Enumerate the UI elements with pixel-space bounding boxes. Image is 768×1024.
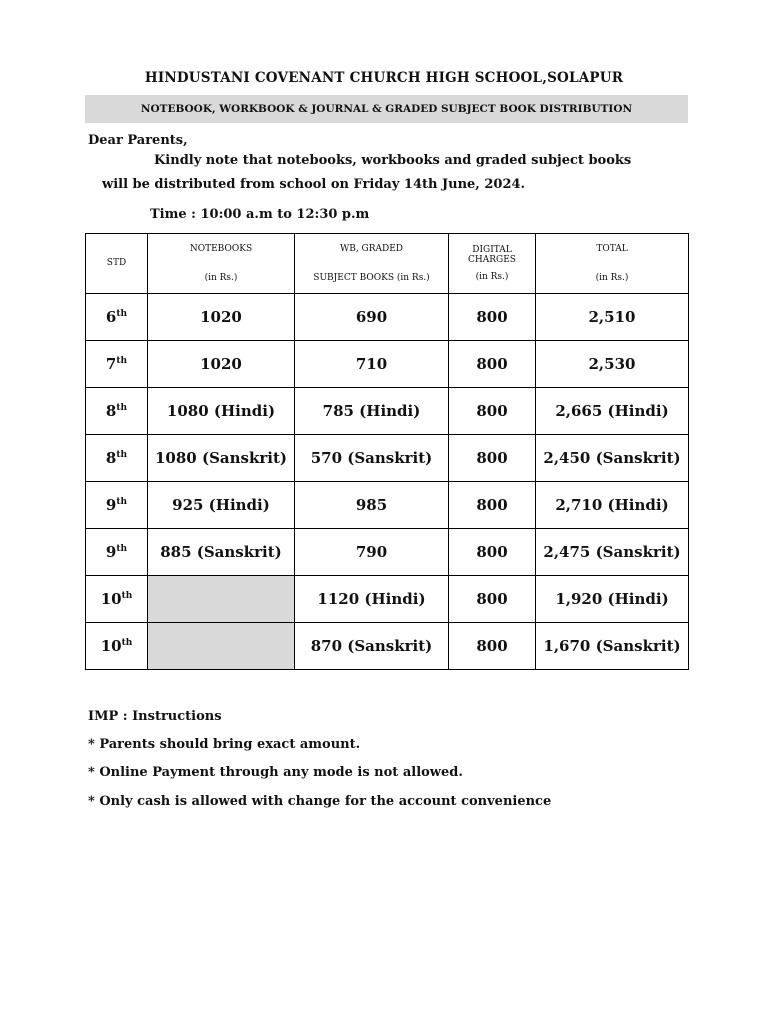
distribution-banner-text: NOTEBOOK, WORKBOOK & JOURNAL & GRADED SUBJECT BOOK DISTRIBUTION [140, 103, 633, 115]
notebooks-cell: 1020 [148, 294, 295, 341]
total-cell: 2,530 [536, 341, 689, 388]
wb-cell: 570 (Sanskrit) [295, 435, 449, 482]
digital-cell: 800 [449, 529, 536, 576]
notebooks-cell-empty [148, 623, 295, 670]
total-cell: 1,670 (Sanskrit) [536, 623, 689, 670]
std-cell: 8th [86, 388, 148, 435]
letter-line-2: will be distributed from school on Friday 14th June, 2024. [102, 177, 526, 192]
header-notebooks: NOTEBOOKS (in Rs.) [148, 234, 295, 294]
table-row [86, 623, 689, 670]
total-cell: 2,710 (Hindi) [536, 482, 689, 529]
digital-cell: 800 [449, 623, 536, 670]
table-row [86, 435, 689, 482]
letter-line-1: Kindly note that notebooks, workbooks and graded subject books [154, 153, 632, 168]
wb-cell: 710 [295, 341, 449, 388]
table-row [86, 482, 689, 529]
wb-cell: 790 [295, 529, 449, 576]
notebooks-cell: 1080 (Hindi) [148, 388, 295, 435]
wb-cell: 690 [295, 294, 449, 341]
wb-cell: 985 [295, 482, 449, 529]
header-total: TOTAL (in Rs.) [536, 234, 689, 294]
table-row [86, 388, 689, 435]
std-cell: 8th [86, 435, 148, 482]
std-cell: 10th [86, 576, 148, 623]
digital-cell: 800 [449, 388, 536, 435]
fee-table [85, 233, 689, 670]
table-row [86, 341, 689, 388]
std-cell: 6th [86, 294, 148, 341]
notebooks-cell: 885 (Sanskrit) [148, 529, 295, 576]
digital-cell: 800 [449, 576, 536, 623]
total-cell: 2,510 [536, 294, 689, 341]
instructions-heading: IMP : Instructions [88, 709, 222, 724]
instruction-item: * Only cash is allowed with change for the account convenience [88, 794, 552, 809]
notebooks-cell: 925 (Hindi) [148, 482, 295, 529]
digital-cell: 800 [449, 341, 536, 388]
distribution-banner [85, 95, 688, 123]
notebooks-cell-empty [148, 576, 295, 623]
school-title: HINDUSTANI COVENANT CHURCH HIGH SCHOOL,SOLAPUR [144, 70, 624, 86]
digital-cell: 800 [449, 435, 536, 482]
distribution-time: Time : 10:00 a.m to 12:30 p.m [150, 207, 370, 222]
digital-cell: 800 [449, 482, 536, 529]
notebooks-cell: 1020 [148, 341, 295, 388]
table-header-row [86, 234, 689, 294]
salutation: Dear Parents, [88, 133, 188, 148]
notebooks-cell: 1080 (Sanskrit) [148, 435, 295, 482]
instruction-item: * Online Payment through any mode is not allowed. [88, 765, 463, 780]
header-digital-charges: DIGITAL CHARGES (in Rs.) [449, 234, 536, 294]
total-cell: 2,475 (Sanskrit) [536, 529, 689, 576]
std-cell: 7th [86, 341, 148, 388]
wb-cell: 785 (Hindi) [295, 388, 449, 435]
table-row [86, 576, 689, 623]
instruction-item: * Parents should bring exact amount. [88, 737, 361, 752]
total-cell: 1,920 (Hindi) [536, 576, 689, 623]
digital-cell: 800 [449, 294, 536, 341]
std-cell: 10th [86, 623, 148, 670]
std-cell: 9th [86, 482, 148, 529]
total-cell: 2,665 (Hindi) [536, 388, 689, 435]
header-wb-graded: WB, GRADED SUBJECT BOOKS (in Rs.) [295, 234, 449, 294]
table-row [86, 529, 689, 576]
total-cell: 2,450 (Sanskrit) [536, 435, 689, 482]
header-std: STD [86, 234, 148, 294]
std-cell: 9th [86, 529, 148, 576]
table-row [86, 294, 689, 341]
wb-cell: 1120 (Hindi) [295, 576, 449, 623]
wb-cell: 870 (Sanskrit) [295, 623, 449, 670]
